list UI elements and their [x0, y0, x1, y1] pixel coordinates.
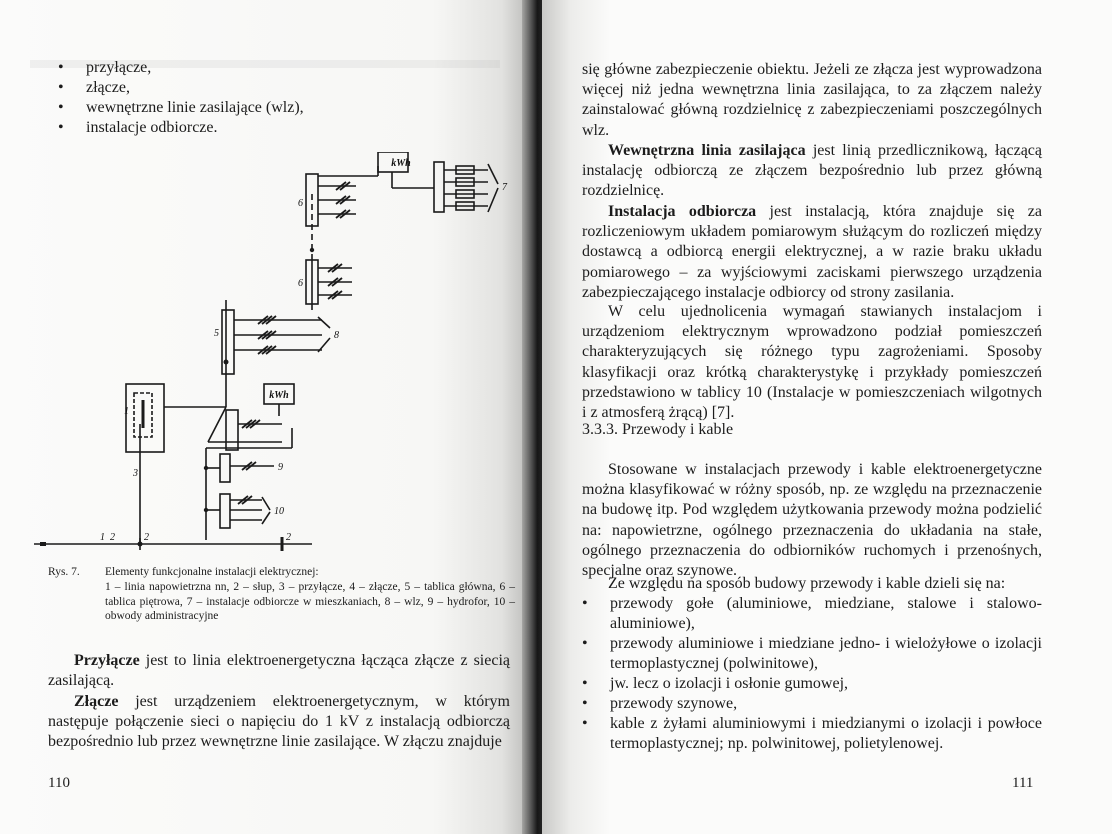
page-number: 110 — [48, 775, 70, 791]
paragraph-text: jest linią przedlicznikową, łączącą instalację odbiorczą ze złączem bezpośrednio lub przez główną rozdzielnicę. — [582, 142, 1042, 200]
book-gutter — [522, 0, 544, 834]
term: Złącze — [74, 693, 119, 710]
label-10: 10 — [274, 506, 284, 517]
term: Wewnętrzna linia zasilająca — [608, 142, 806, 159]
apartment-brace — [488, 164, 498, 184]
meter-label-lower: kWh — [269, 390, 289, 401]
admin-circuits-board — [220, 494, 230, 528]
left-bullet-list — [58, 58, 498, 138]
label-1b: 1 — [100, 532, 105, 543]
left-page — [0, 0, 528, 834]
label-7: 7 — [502, 182, 507, 193]
apartment-board — [434, 162, 444, 212]
label-2a: 2 — [110, 532, 115, 543]
caption-label: Rys. 7. — [48, 566, 80, 578]
caption-title: Elementy funkcjonalne instalacji elektrycznej: — [105, 566, 319, 578]
paragraph-continuation: się główne zabezpieczenie obiektu. Jeżeli ze złącza jest wyprowadzona więcej niż jedna wewnętrzna linia zasilająca, to za złączem należy zainstalować główną rozdzielnicę z zabezpieczeniami poszczególnych wlz. — [582, 61, 1042, 139]
paragraph-wlz — [582, 141, 1042, 202]
list-item: • przyłącze, — [58, 58, 498, 78]
label-8: 8 — [334, 330, 339, 341]
page-number: 111 — [1012, 775, 1034, 791]
list-item: • instalacje odbiorcze. — [58, 118, 498, 138]
list-item: • kable z żyłami aluminiowymi i miedzianymi o izolacji i powłoce termoplastycznej; np. polwinitowej, polietylenowej. — [582, 714, 1042, 754]
paragraph-przylacze — [48, 651, 510, 691]
hydrofor-board — [220, 454, 230, 482]
list-item: • przewody gołe (aluminiowe, miedziane, stalowe i stalowo-aluminiowe), — [582, 594, 1042, 634]
paragraph-text: jest to linia elektroenergetyczna łącząca złącze z siecią zasilającą. — [48, 652, 510, 690]
paragraph-text: jest instalacją, która znajduje się za rozliczeniowym układem pomiarowym służącym do rozliczeń między dostawcą a odbiorcą energii elektrycznej, a w razie braku układu pomiarowego – za wyjściowymi zaciskami pierwszego urządzenia zabezpieczającego instalacje odbiorcy od strony zasilania. — [582, 203, 1042, 301]
label-2c: 2 — [286, 532, 291, 543]
right-bullet-list — [582, 594, 1042, 754]
admin-board — [226, 410, 238, 450]
label-6a: 6 — [298, 198, 303, 209]
label-1: 1 — [124, 406, 129, 417]
label-5: 5 — [214, 328, 219, 339]
list-item: • złącze, — [58, 78, 498, 98]
caption-description: 1 – linia napowietrzna nn, 2 – słup, 3 – przyłącze, 4 – złącze, 5 – tablica główna, 6 – tablica piętrowa, 7 – instalacje odbiorcze w mieszkaniach, 8 – wlz, 9 – hydrofor, 10 – obwody administracyjne — [105, 581, 515, 622]
right-page — [542, 0, 1112, 834]
connection-box — [126, 384, 164, 452]
paragraph-przewody: Stosowane w instalacjach przewody i kable elektroenergetyczne można klasyfikować w różny sposób, np. ze względu na przeznaczenie na budowę itp. Pod względem użytkowania przewody można podzielić na: napowietrzne, ogólnego przeznaczenia do układania na stałe, ogólnego przeznaczenia do odbiorników ruchomych i przenośnych, specjalne oraz szynowe. — [582, 461, 1042, 580]
wlz-brace — [318, 317, 330, 328]
label-9: 9 — [278, 462, 283, 473]
paragraph-text: jest urządzeniem elektroenergetycznym, w którym następuje połączenie sieci o napięciu do 1 kV z instalacją odbiorczą bezpośrednio lub przez wewnętrzne linie zasilające. W złączu znajduje — [48, 693, 510, 751]
paragraph-zlacze — [48, 692, 510, 753]
list-item: • wewnętrzne linie zasilające (wlz), — [58, 98, 498, 118]
paragraph-instalacja — [582, 202, 1042, 303]
list-item: • przewody szynowe, — [582, 694, 1042, 714]
main-board — [222, 310, 234, 374]
list-item: • przewody aluminiowe i miedziane jedno- i wielożyłowe o izolacji termoplastycznej (polwinitowe), — [582, 634, 1042, 674]
label-2b: 2 — [144, 532, 149, 543]
paragraph-budowa: Ze względu na sposób budowy przewody i kable dzieli się na: — [608, 575, 1006, 592]
list-item: • jw. lecz o izolacji i osłonie gumowej, — [582, 674, 1042, 694]
paragraph-podzial: W celu ujednolicenia wymagań stawianych instalacjom i urządzeniom elektrycznym wprowadzono podział pomieszczeń charakteryzujących się różnego typu zagrożeniami. Sposoby klasyfikacji oraz krótką charakterystykę i przykłady pomieszczeń przedstawiono w tablicy 10 (Instalacje w pomieszczeniach wilgotnych i z atmosferą żrącą) [7]. — [582, 303, 1042, 422]
term: Przyłącze — [74, 652, 140, 669]
installation-diagram — [30, 152, 520, 572]
term: Instalacja odbiorcza — [608, 203, 757, 220]
admin-branch — [208, 407, 226, 442]
meter-label-top: kWh — [391, 158, 411, 169]
label-3: 3 — [133, 468, 138, 479]
label-6b: 6 — [298, 278, 303, 289]
section-heading: 3.3.3. Przewody i kable — [582, 421, 734, 438]
